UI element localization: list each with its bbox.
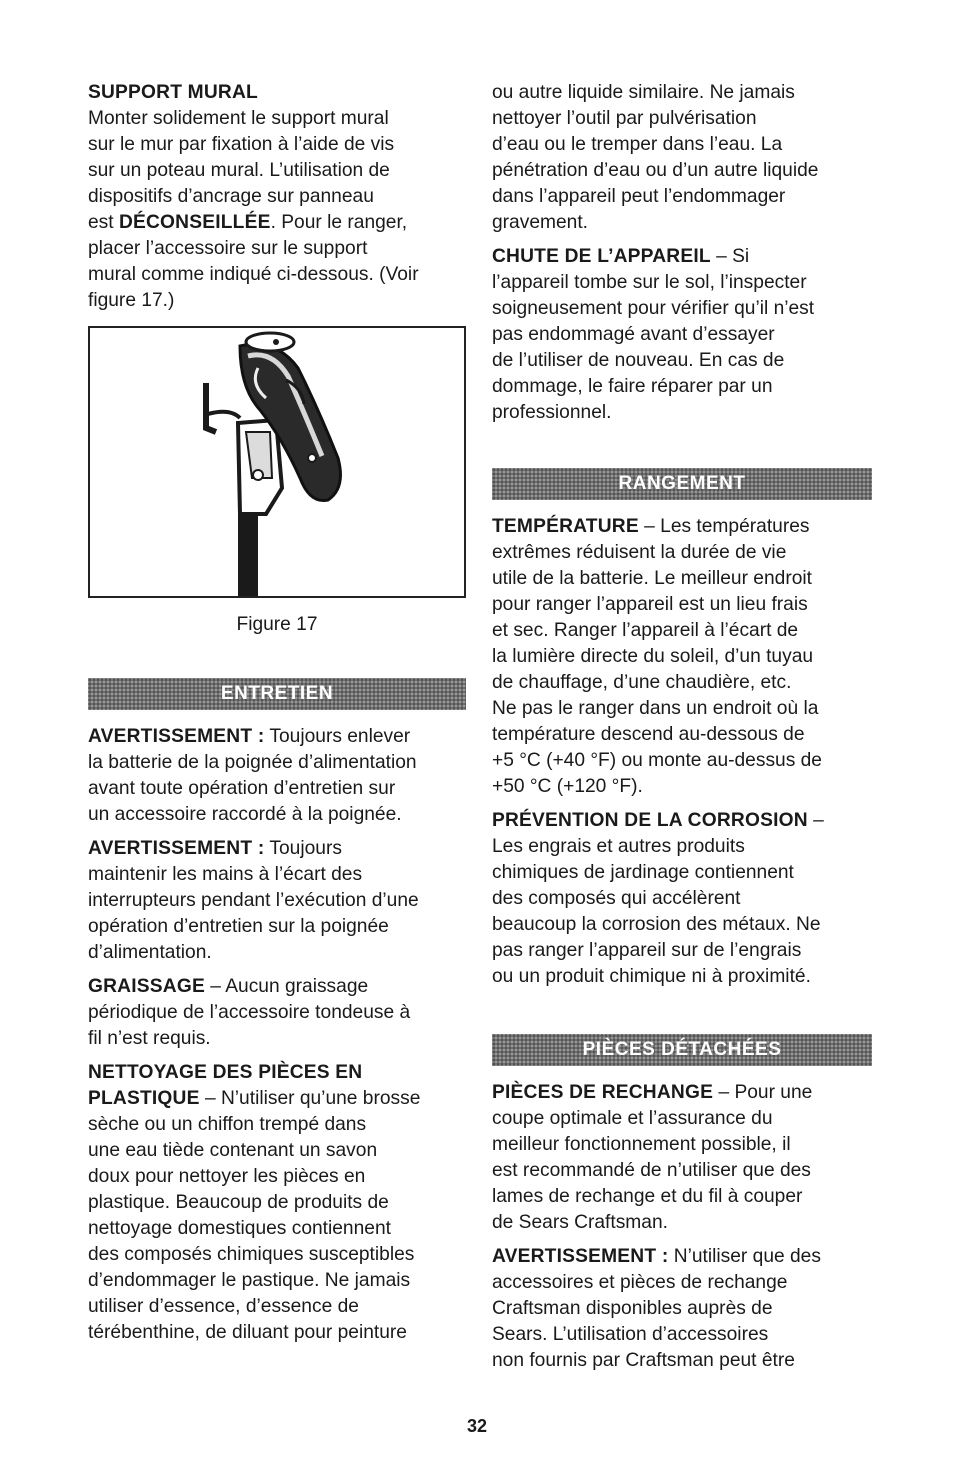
support-mural-heading: SUPPORT MURAL bbox=[88, 82, 258, 103]
rechange-section: PIÈCES DE RECHANGE – Pour une coupe optimale et l’assurance du meilleur fonctionnement possible, il est recommandé de n’utiliser que des lames de rechange et du fil à couper de Sears Craftsman. bbox=[492, 1082, 813, 1233]
rangement-banner: RANGEMENT bbox=[492, 468, 872, 500]
support-line: Monter solidement le support mural bbox=[88, 108, 389, 129]
wall-mount-illustration bbox=[90, 328, 464, 596]
chute-section: CHUTE DE L’APPAREIL – Si l’appareil tombe sur le sol, l’inspecter soigneusement pour vérifier qu’il n’est pas endommagé avant d’essayer de l’utiliser de nouveau. En cas de dommage, le faire réparer par un professionnel. bbox=[492, 246, 815, 423]
entretien-banner: ENTRETIEN bbox=[88, 678, 466, 710]
chute-label: CHUTE DE L’APPAREIL bbox=[492, 246, 711, 267]
pieces-detachees-banner: PIÈCES DÉTACHÉES bbox=[492, 1034, 872, 1066]
nettoyage-continued: ou autre liquide similaire. Ne jamais nettoyer l’outil par pulvérisation d’eau ou le tremper dans l’eau. La pénétration d’eau ou d’un autre liquide dans l’appareil peut l’endommager gravement. bbox=[492, 82, 819, 233]
right-column bbox=[492, 80, 872, 1374]
graissage-label: GRAISSAGE bbox=[88, 976, 205, 997]
corrosion-section: PRÉVENTION DE LA CORROSION – Les engrais et autres produits chimiques de jardinage contiennent des composés qui accélèrent beaucoup la corrosion des métaux. Ne pas ranger l’appareil sur de l’engrais ou un produit chimique ni à proximité. bbox=[492, 810, 824, 987]
support-line: sur le mur par fixation à l’aide de vis bbox=[88, 134, 395, 155]
graissage-section: GRAISSAGE – Aucun graissage périodique de l’accessoire tondeuse à fil n’est requis. bbox=[88, 976, 411, 1049]
left-column bbox=[88, 80, 466, 1346]
warning-label: AVERTISSEMENT : bbox=[88, 726, 265, 747]
deconseillee-emphasis: DÉCONSEILLÉE bbox=[118, 212, 271, 233]
figure-caption: Figure 17 bbox=[236, 614, 318, 635]
warning-label: AVERTISSEMENT : bbox=[492, 1246, 669, 1267]
warning-accessories: AVERTISSEMENT : N’utiliser que des accessoires et pièces de rechange Craftsman disponibles auprès de Sears. L’utilisation d’accessoires non fournis par Craftsman peut être bbox=[492, 1246, 821, 1371]
corrosion-label: PRÉVENTION DE LA CORROSION bbox=[492, 810, 808, 831]
rechange-label: PIÈCES DE RECHANGE bbox=[492, 1082, 714, 1103]
nettoyage-heading: NETTOYAGE DES PIÈCES EN bbox=[88, 1062, 363, 1083]
support-line: mural comme indiqué ci-dessous. (Voir bbox=[88, 264, 419, 285]
warning-hands: AVERTISSEMENT : Toujours maintenir les mains à l’écart des interrupteurs pendant l’exécution d’une opération d’entretien sur la poignée d’alimentation. bbox=[88, 838, 419, 963]
plastique-label: PLASTIQUE bbox=[88, 1088, 200, 1109]
support-line: placer l’accessoire sur le support bbox=[88, 238, 368, 259]
support-line: dispositifs d’ancrage sur panneau bbox=[88, 186, 374, 207]
warning-label: AVERTISSEMENT : bbox=[88, 838, 265, 859]
warning-battery: AVERTISSEMENT : Toujours enlever la batterie de la poignée d’alimentation avant toute opération d’entretien sur un accessoire raccordé à la poignée. bbox=[88, 726, 417, 825]
figure-17-frame bbox=[88, 326, 466, 598]
temperature-label: TEMPÉRATURE bbox=[492, 516, 639, 537]
support-line: sur un poteau mural. L’utilisation de bbox=[88, 160, 390, 181]
temperature-section: TEMPÉRATURE – Les températures extrêmes réduisent la durée de vie utile de la batterie. Le meilleur endroit pour ranger l’appareil est un lieu frais et sec. Ranger l’appareil à l’écart de la lumière directe du soleil, d’un tuyau de chauffage, d’une chaudière, etc. Ne pas le ranger dans un endroit où la température descend au-dessous de +5 °C (+40 °F) ou monte au-dessus de +50 °C (+120 °F). bbox=[492, 516, 822, 797]
support-line: figure 17.) bbox=[88, 290, 175, 311]
nettoyage-section: NETTOYAGE DES PIÈCES EN PLASTIQUE – N’utiliser qu’une brosse sèche ou un chiffon trempé dans une eau tiède contenant un savon doux pour nettoyer les pièces en plastique. Beaucoup de produits de nettoyage domestiques contiennent des composés chimiques susceptibles d’endommager le pastique. Ne jamais utiliser d’essence, d’essence de térébenthine, de diluant pour peinture bbox=[88, 1060, 466, 1346]
support-line: est DÉCONSEILLÉE. Pour le ranger, bbox=[88, 212, 408, 233]
page-number: 32 bbox=[466, 1416, 488, 1436]
